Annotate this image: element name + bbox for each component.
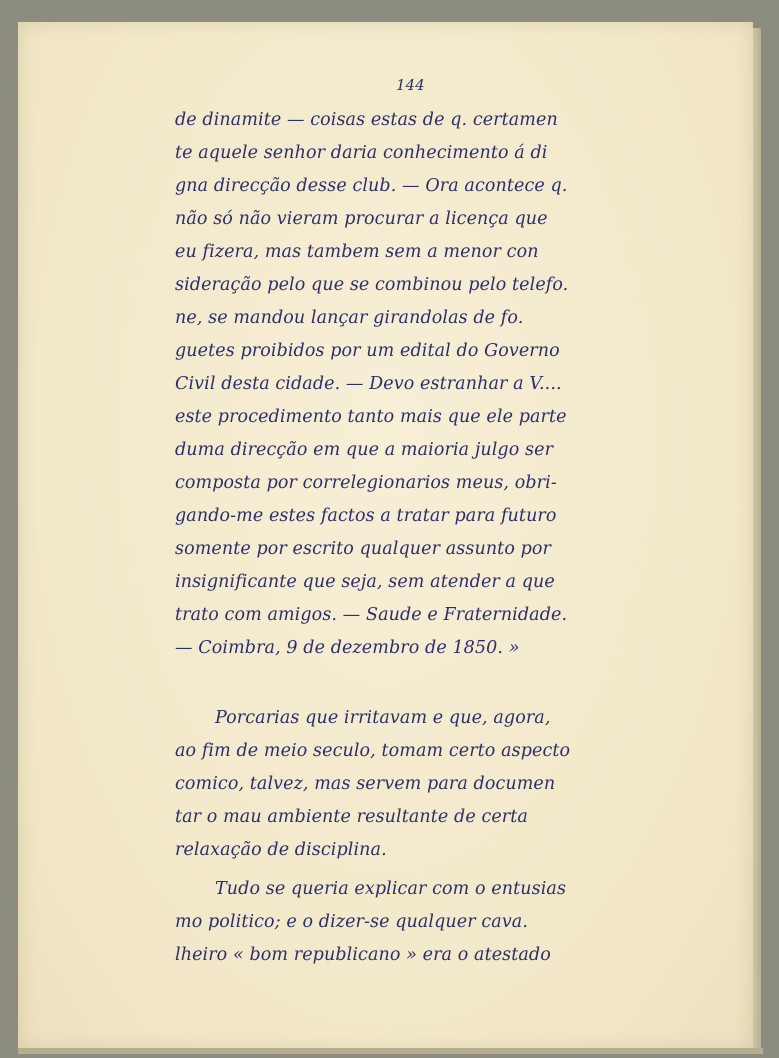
text-line: gando-me estes factos a tratar para futuro bbox=[175, 506, 557, 526]
text-line: sideração pelo que se combinou pelo telefo. bbox=[175, 275, 569, 295]
text-line: duma direcção em que a maioria julgo ser bbox=[175, 440, 554, 460]
handwritten-text bbox=[175, 104, 695, 972]
page-number: 144 bbox=[396, 76, 425, 94]
text-line: tar o mau ambiente resultante de certa bbox=[175, 807, 528, 827]
text-line: não só não vieram procurar a licença que bbox=[175, 209, 548, 229]
text-line: trato com amigos. — Saude e Fraternidade. bbox=[175, 605, 568, 625]
text-line: mo politico; e o dizer-se qualquer cava. bbox=[175, 912, 528, 932]
text-line: eu fizera, mas tambem sem a menor con bbox=[175, 242, 539, 262]
text-line: lheiro « bom republicano » era o atestado bbox=[175, 945, 551, 965]
text-line: comico, talvez, mas servem para documen bbox=[175, 774, 556, 794]
text-line: ne, se mandou lançar girandolas de fo. bbox=[175, 308, 524, 328]
text-line: — Coimbra, 9 de dezembro de 1850. » bbox=[175, 638, 520, 658]
text-line: de dinamite — coisas estas de q. certamen bbox=[175, 110, 558, 130]
paragraph-first-line: Tudo se queria explicar com o entusias bbox=[215, 879, 567, 899]
text-line: composta por correlegionarios meus, obri- bbox=[175, 473, 557, 493]
text-line: Civil desta cidade. — Devo estranhar a V.... bbox=[175, 374, 562, 394]
page-edge-bottom bbox=[18, 1048, 763, 1054]
text-line: te aquele senhor daria conhecimento á di bbox=[175, 143, 548, 163]
text-line: relaxação de disciplina. bbox=[175, 840, 387, 860]
paragraph-first-line: Porcarias que irritavam e que, agora, bbox=[215, 708, 551, 728]
page-edge-right bbox=[753, 28, 761, 1050]
text-line: ao fim de meio seculo, tomam certo aspecto bbox=[175, 741, 571, 761]
text-line: insignificante que seja, sem atender a que bbox=[175, 572, 555, 592]
text-line: somente por escrito qualquer assunto por bbox=[175, 539, 552, 559]
text-line: gna direcção desse club. — Ora acontece q. bbox=[175, 176, 568, 196]
text-line: este procedimento tanto mais que ele parte bbox=[175, 407, 567, 427]
text-line: guetes proibidos por um edital do Governo bbox=[175, 341, 560, 361]
